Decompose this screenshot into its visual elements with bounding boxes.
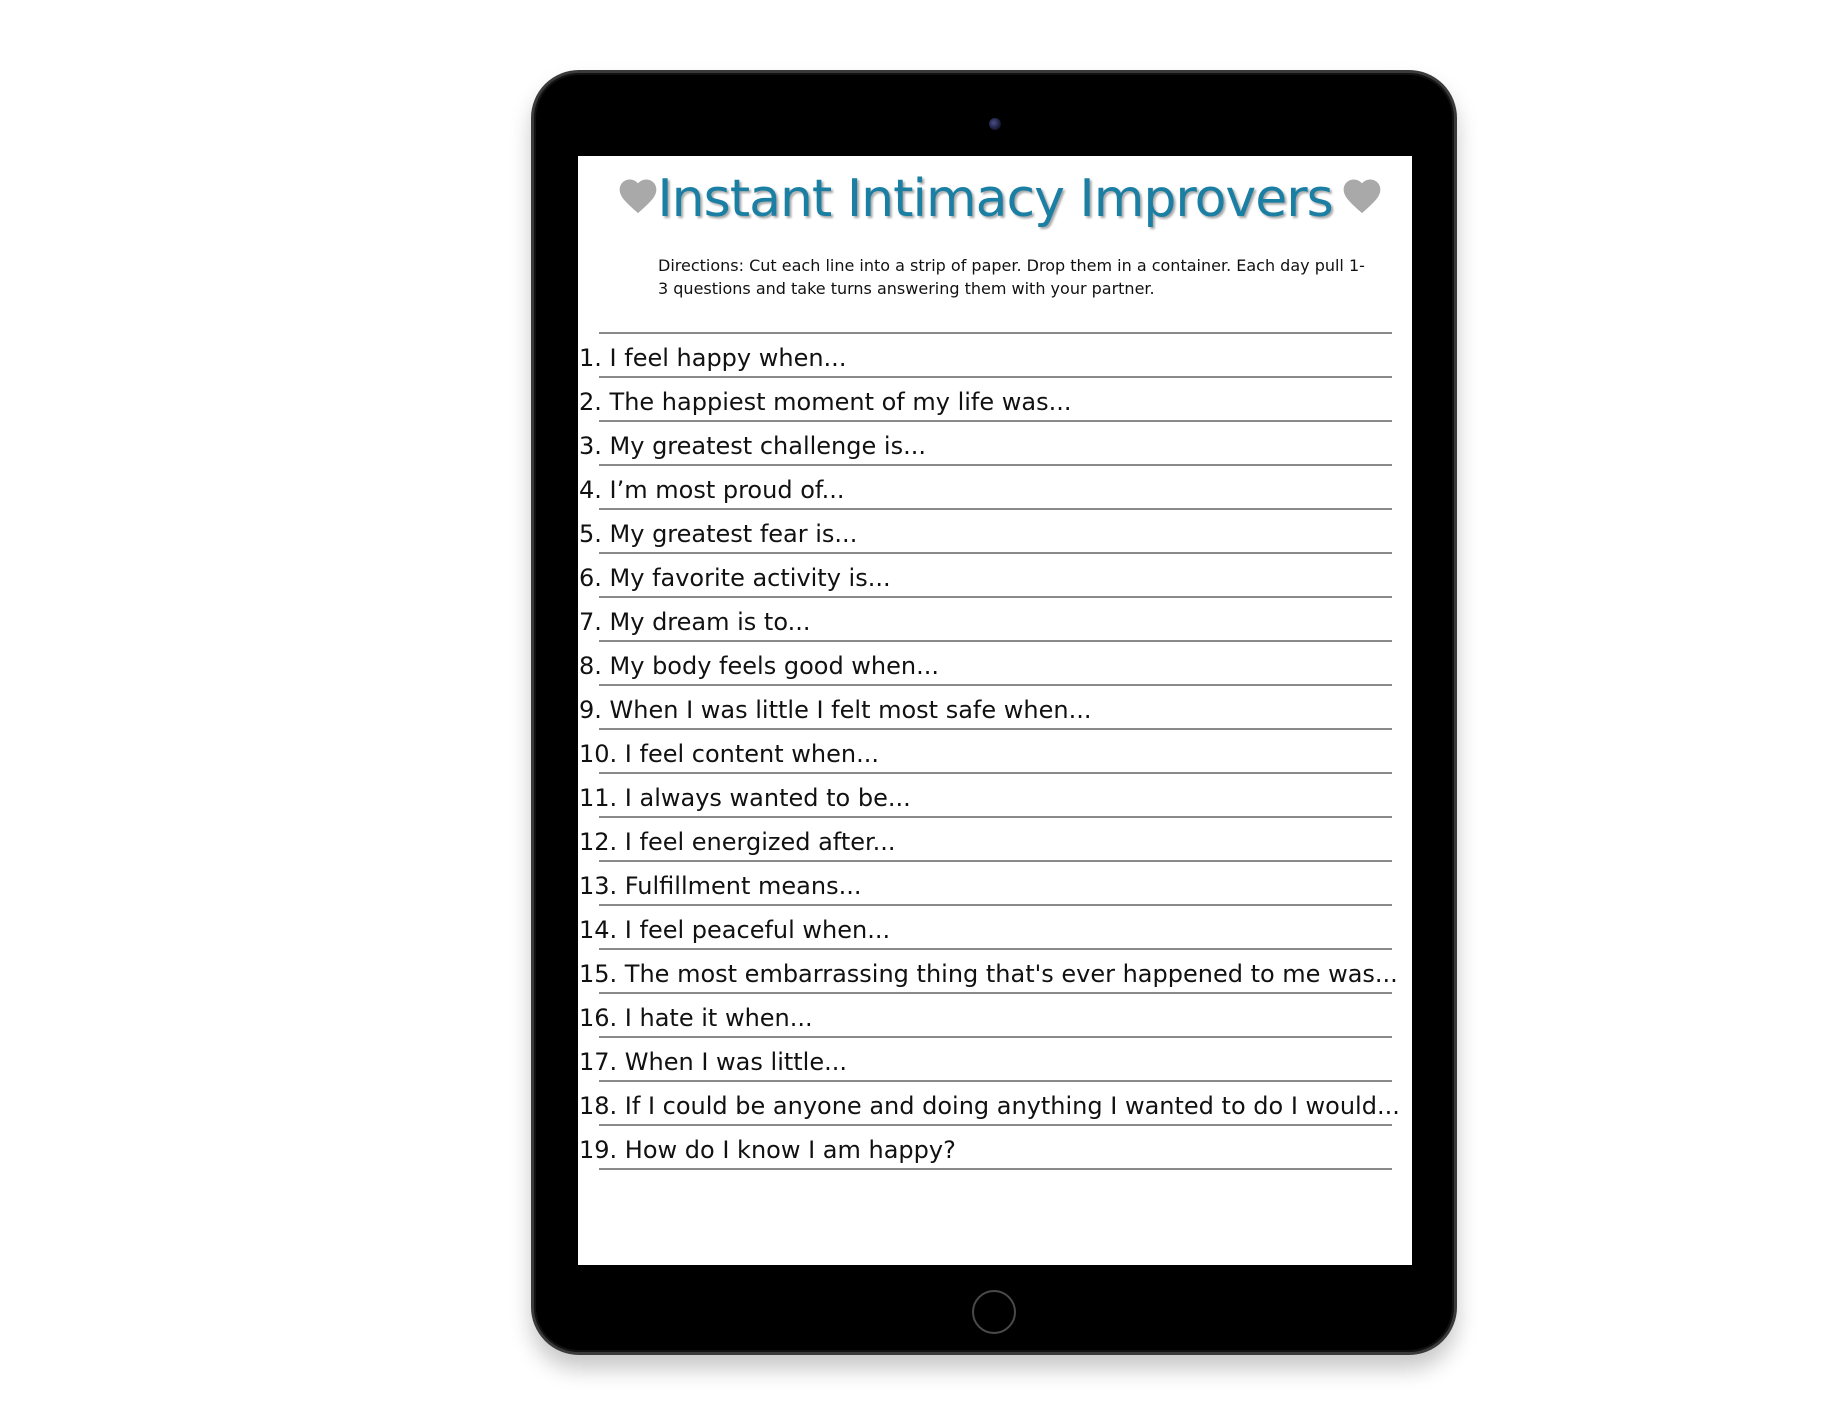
question-prompt: I feel energized after... <box>617 828 896 856</box>
question-text <box>579 1003 813 1033</box>
directions-text: Directions: Cut each line into a strip of paper. Drop them in a container. Each day pull 1-3 questions and take turns answering them with your partner. <box>658 256 1365 298</box>
question-text <box>579 739 880 769</box>
list-item <box>579 642 1392 686</box>
question-prompt: My greatest fear is... <box>601 520 858 548</box>
list-item <box>579 994 1392 1038</box>
question-text <box>579 343 847 373</box>
question-text <box>579 387 1072 417</box>
question-number: 7. <box>579 608 602 636</box>
list-item <box>579 466 1392 510</box>
question-text <box>579 1047 847 1077</box>
question-prompt: How do I know I am happy? <box>617 1136 956 1164</box>
question-prompt: When I was little... <box>617 1048 847 1076</box>
question-text <box>579 651 940 681</box>
question-text <box>579 1135 956 1165</box>
question-number: 4. <box>579 476 602 504</box>
tablet-screen <box>578 156 1412 1265</box>
question-prompt: My dream is to... <box>601 608 811 636</box>
question-prompt: I hate it when... <box>617 1004 813 1032</box>
tablet-device <box>531 70 1457 1355</box>
list-item <box>579 950 1398 994</box>
question-list <box>579 332 1400 1170</box>
question-prompt: Fulfillment means... <box>617 872 862 900</box>
list-item <box>579 774 1392 818</box>
question-number: 15. <box>579 960 618 988</box>
question-text <box>579 959 1398 989</box>
front-camera <box>989 118 1001 130</box>
list-item <box>579 554 1392 598</box>
question-prompt: When I was little I felt most safe when... <box>601 696 1092 724</box>
list-item <box>579 730 1392 774</box>
question-number: 10. <box>579 740 618 768</box>
question-prompt: I’m most proud of... <box>601 476 845 504</box>
question-number: 19. <box>579 1136 618 1164</box>
question-text <box>579 827 896 857</box>
question-number: 8. <box>579 652 602 680</box>
question-number: 9. <box>579 696 602 724</box>
question-text <box>579 431 926 461</box>
question-text <box>579 519 858 549</box>
question-prompt: I feel happy when... <box>601 344 847 372</box>
question-prompt: I feel peaceful when... <box>617 916 891 944</box>
list-item <box>579 378 1392 422</box>
question-prompt: I always wanted to be... <box>617 784 911 812</box>
question-prompt: My body feels good when... <box>601 652 940 680</box>
page-title: Instant Intimacy Improvers <box>657 169 1333 229</box>
list-item <box>579 510 1392 554</box>
question-number: 6. <box>579 564 602 592</box>
list-item <box>579 598 1392 642</box>
question-text <box>579 915 891 945</box>
question-number: 1. <box>579 344 602 372</box>
list-item <box>579 1082 1400 1126</box>
question-number: 14. <box>579 916 618 944</box>
question-number: 18. <box>579 1092 618 1120</box>
question-number: 2. <box>579 388 602 416</box>
list-item <box>579 686 1392 730</box>
question-prompt: The happiest moment of my life was... <box>601 388 1072 416</box>
question-prompt: I feel content when... <box>617 740 880 768</box>
question-number: 12. <box>579 828 618 856</box>
list-item <box>579 906 1392 950</box>
question-prompt: My favorite activity is... <box>601 564 891 592</box>
question-text <box>579 871 862 901</box>
list-item <box>579 862 1392 906</box>
question-number: 5. <box>579 520 602 548</box>
heart-icon <box>1340 174 1384 218</box>
question-number: 3. <box>579 432 602 460</box>
question-text <box>579 607 811 637</box>
list-item <box>579 422 1392 466</box>
question-number: 13. <box>579 872 618 900</box>
question-text <box>579 695 1092 725</box>
list-item <box>579 818 1392 862</box>
list-item <box>579 1126 1392 1170</box>
question-prompt: The most embarrassing thing that's ever happened to me was... <box>617 960 1398 988</box>
question-number: 11. <box>579 784 618 812</box>
question-number: 16. <box>579 1004 618 1032</box>
list-item <box>579 1038 1392 1082</box>
question-text <box>579 1091 1400 1121</box>
question-prompt: If I could be anyone and doing anything I wanted to do I would... <box>617 1092 1400 1120</box>
question-prompt: My greatest challenge is... <box>601 432 926 460</box>
question-text <box>579 563 891 593</box>
question-number: 17. <box>579 1048 618 1076</box>
question-text <box>579 475 845 505</box>
home-button[interactable] <box>972 1290 1016 1334</box>
list-item <box>579 334 1392 378</box>
title-row <box>578 166 1412 236</box>
question-text <box>579 783 911 813</box>
